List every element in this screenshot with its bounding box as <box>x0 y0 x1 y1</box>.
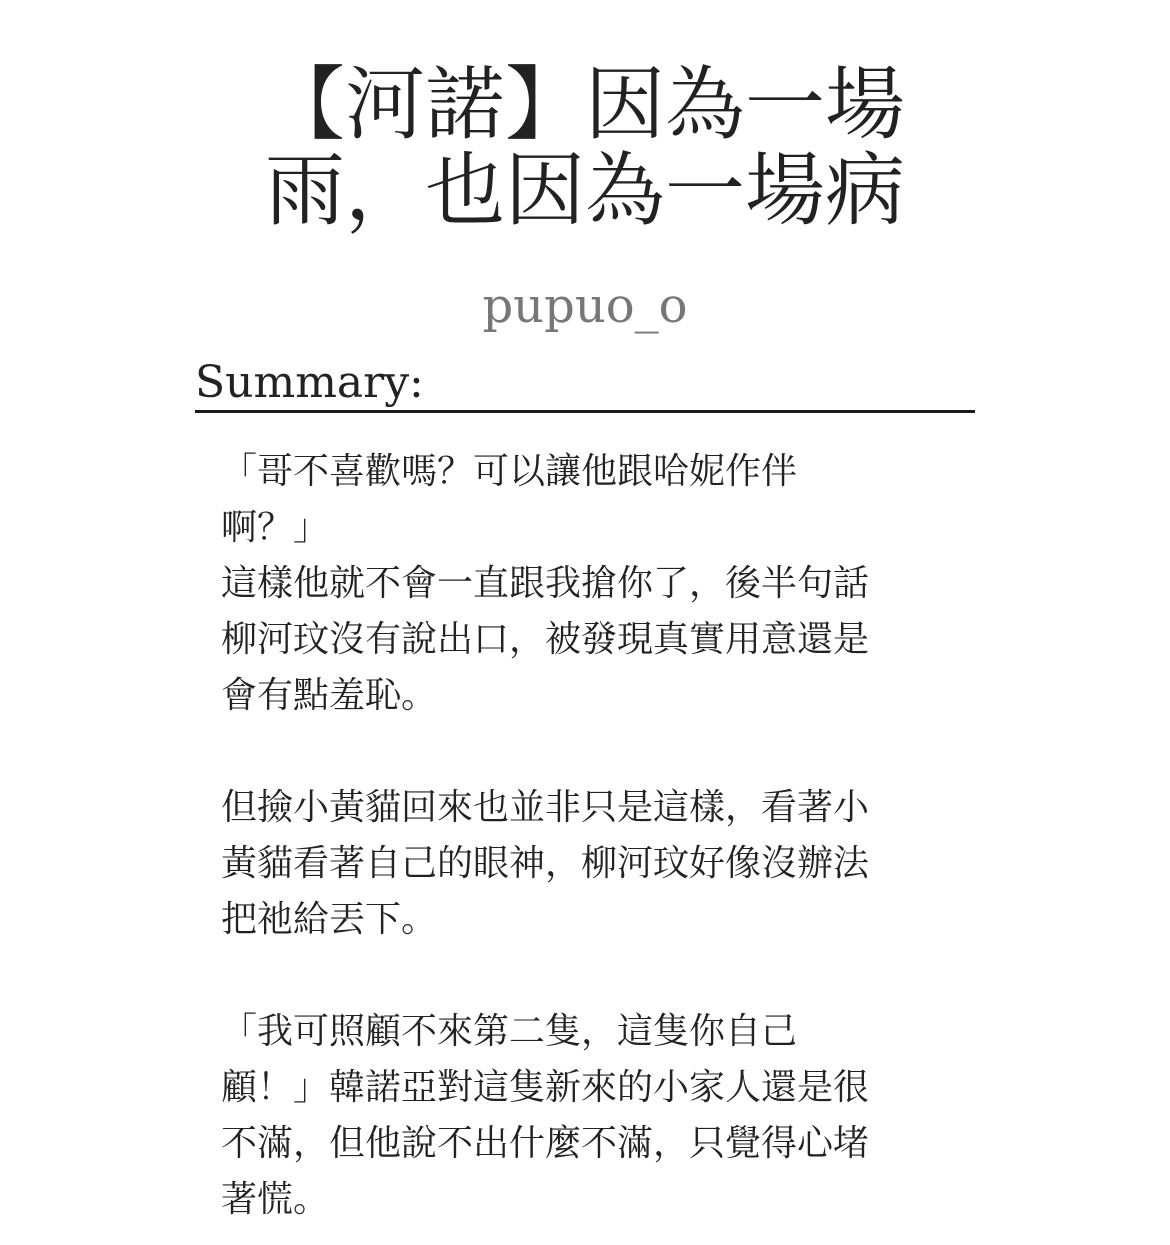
summary-line: 但撿小黃貓回來也並非只是這樣，看著小 <box>221 787 870 828</box>
summary-heading: Summary: <box>195 352 975 413</box>
summary-paragraph <box>221 1004 961 1228</box>
summary-line: 「哥不喜歡嗎？可以讓他跟哈妮作伴 <box>221 451 798 492</box>
summary-line: 不滿，但他說不出什麼不滿，只覺得心堵 <box>221 1123 870 1164</box>
work-title-line: 雨，也因為一場病 <box>265 144 905 237</box>
summary-line: 顧！」韓諾亞對這隻新來的小家人還是很 <box>221 1067 870 1108</box>
summary-line: 黃貓看著自己的眼神，柳河玟好像沒辦法 <box>221 843 870 884</box>
work-title <box>195 58 975 237</box>
summary-line: 把祂給丟下。 <box>221 899 438 940</box>
summary-line: 啊？」 <box>221 507 330 548</box>
summary-line: 著慌。 <box>221 1179 330 1220</box>
summary-line: 會有點羞恥。 <box>221 675 438 716</box>
summary-line: 「我可照顧不來第二隻，這隻你自己 <box>221 1011 798 1052</box>
summary-line: 這樣他就不會一直跟我搶你了，後半句話 <box>221 563 870 604</box>
summary-body <box>221 444 961 1228</box>
summary-line: 柳河玟沒有說出口，被發現真實用意還是 <box>221 619 870 660</box>
author-link[interactable]: pupuo_o <box>482 278 688 334</box>
summary-paragraph <box>221 780 961 948</box>
work-title-line: 【河諾】因為一場 <box>265 58 905 151</box>
summary-paragraph <box>221 444 961 724</box>
